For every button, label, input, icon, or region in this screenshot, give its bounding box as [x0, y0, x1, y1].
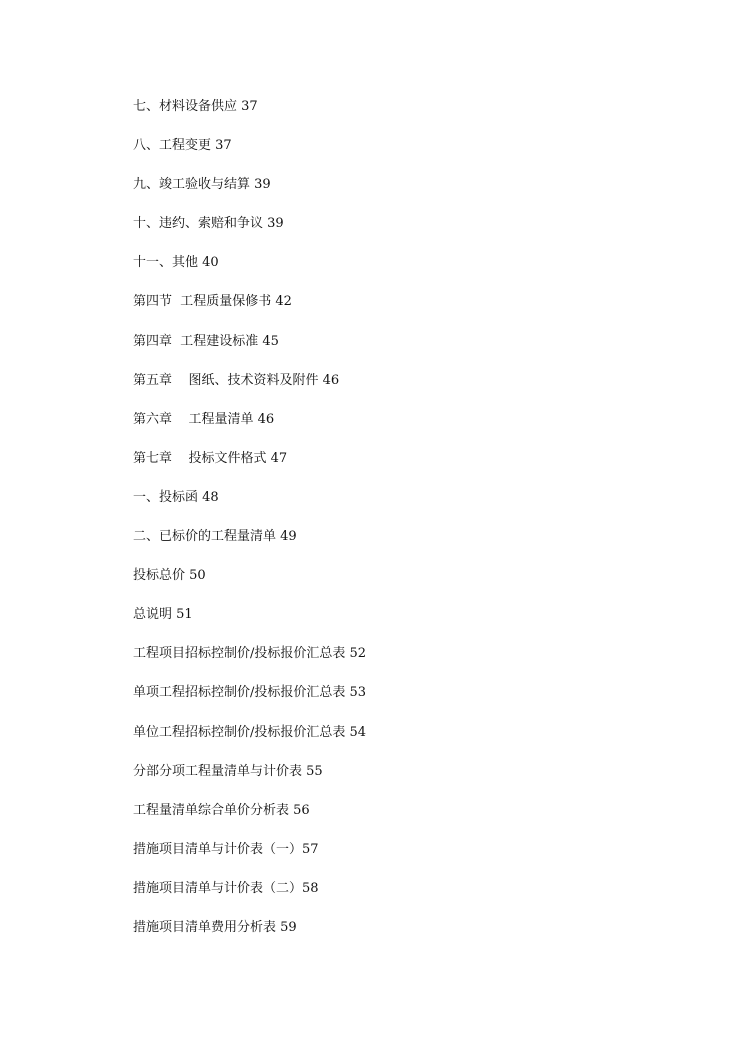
toc-entry: 单项工程招标控制价/投标报价汇总表 53 — [133, 685, 367, 701]
toc-entry: 总说明 51 — [133, 607, 193, 623]
toc-entry: 八、工程变更 37 — [133, 138, 232, 154]
toc-entry: 单位工程招标控制价/投标报价汇总表 54 — [133, 724, 367, 740]
toc-entry: 第六章 工程量清单 46 — [133, 411, 275, 427]
toc-entry: 第五章 图纸、技术资料及附件 46 — [133, 372, 340, 388]
toc-entry: 第四章 工程建设标准 45 — [133, 333, 279, 349]
toc-entry: 措施项目清单与计价表（二）58 — [133, 880, 319, 896]
toc-entry: 措施项目清单费用分析表 59 — [133, 919, 297, 935]
toc-entry: 二、已标价的工程量清单 49 — [133, 529, 297, 545]
toc-entry: 十一、其他 40 — [133, 255, 219, 271]
toc-entry: 一、投标函 48 — [133, 489, 219, 505]
toc-entry: 分部分项工程量清单与计价表 55 — [133, 763, 323, 779]
toc-entry: 工程量清单综合单价分析表 56 — [133, 802, 310, 818]
toc-entry: 十、违约、索赔和争议 39 — [133, 216, 284, 232]
toc-entry: 第四节 工程质量保修书 42 — [133, 294, 292, 310]
table-of-contents — [133, 96, 366, 956]
toc-entry: 工程项目招标控制价/投标报价汇总表 52 — [133, 646, 367, 662]
toc-entry: 第七章 投标文件格式 47 — [133, 450, 288, 466]
toc-entry: 措施项目清单与计价表（一）57 — [133, 841, 319, 857]
toc-entry: 九、竣工验收与结算 39 — [133, 177, 271, 193]
toc-entry: 七、材料设备供应 37 — [133, 99, 258, 114]
toc-entry: 投标总价 50 — [133, 568, 206, 584]
